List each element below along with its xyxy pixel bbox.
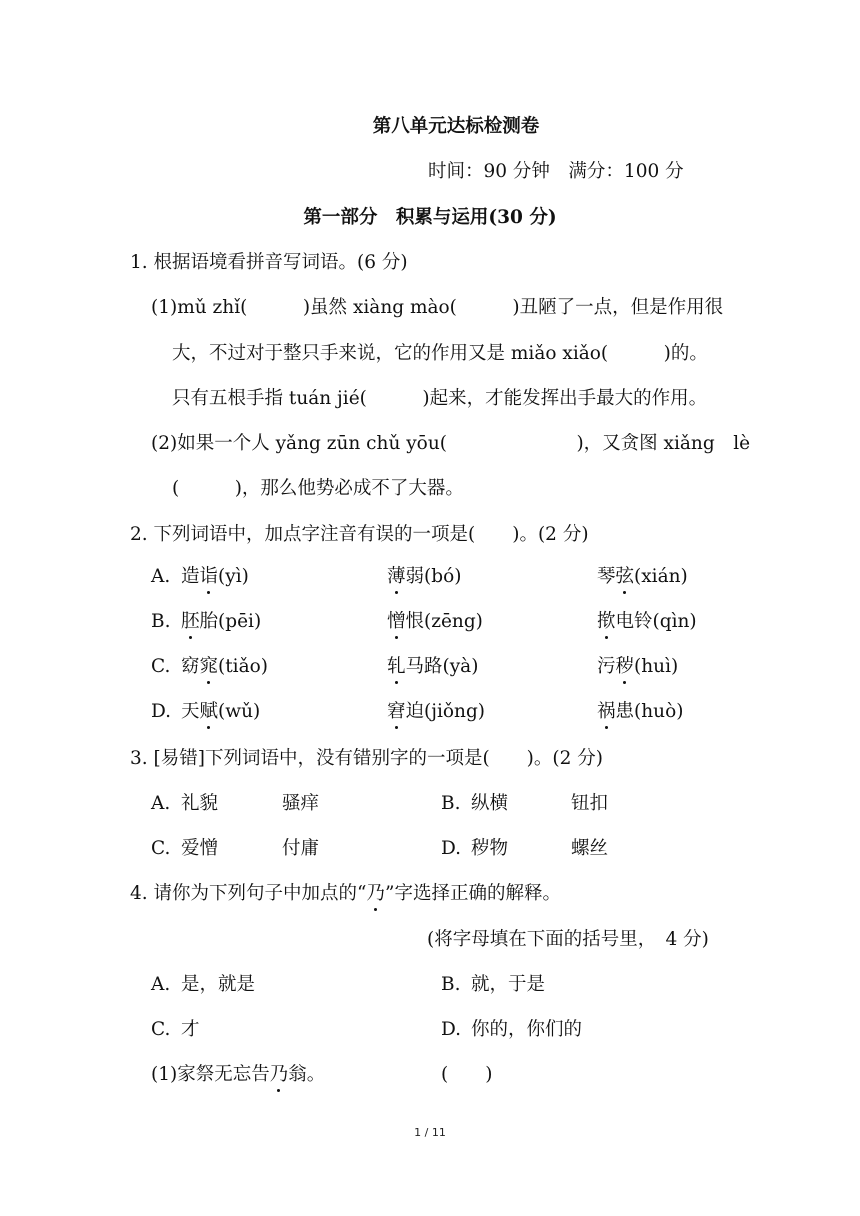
option-a-word-1: 造诣(yì)	[181, 564, 249, 590]
option-a-label: A.	[151, 974, 171, 995]
option-c-label: C.	[151, 1019, 171, 1040]
option-d-word-1: 秽物	[471, 838, 509, 859]
dotted-char: 薄	[387, 564, 406, 590]
option-b-word-3: 揿电铃(qìn)	[597, 609, 697, 635]
section-heading: 第一部分 积累与运用(30 分)	[303, 207, 557, 228]
question-4-sentence-1: (1)家祭无忘告乃翁。	[151, 1062, 325, 1088]
option-c-word-1: 爱憎	[181, 838, 219, 859]
option-b-label: B.	[151, 611, 171, 632]
dotted-char: 轧	[387, 654, 406, 680]
option-b-word-2: 钮扣	[571, 793, 609, 814]
option-a-word-3: 琴弦(xián)	[597, 564, 688, 590]
question-1-line-5: ( )，那么他势必成不了大器。	[172, 478, 464, 499]
option-a-word-2: 骚痒	[282, 793, 320, 814]
page-title: 第八单元达标检测卷	[372, 116, 540, 137]
dotted-char: 乃	[367, 881, 386, 907]
option-a-label: A.	[151, 793, 171, 814]
option-a-word-2: 薄弱(bó)	[387, 564, 461, 590]
option-d-text: 你的，你们的	[471, 1019, 583, 1040]
dotted-char: 诣	[200, 564, 219, 590]
option-c-label: C.	[151, 656, 171, 677]
option-b-label: B.	[441, 793, 461, 814]
option-d-label: D.	[151, 701, 172, 722]
dotted-char: 赋	[200, 699, 219, 725]
option-c-word-1: 窈窕(tiǎo)	[181, 654, 268, 680]
option-b-label: B.	[441, 974, 461, 995]
dotted-char: 憎	[387, 609, 406, 635]
option-c-word-2: 付庸	[282, 838, 320, 859]
option-a-label: A.	[151, 566, 171, 587]
question-4-stem: 4. 请你为下列句子中加点的“乃”字选择正确的解释。	[130, 881, 561, 907]
option-b-word-2: 憎恨(zēng)	[387, 609, 483, 635]
option-c-word-2: 轧马路(yà)	[387, 654, 478, 680]
dotted-char: 弦	[616, 564, 635, 590]
option-c-text: 才	[181, 1019, 200, 1040]
dotted-char: 胚	[181, 609, 200, 635]
option-c-word-3: 污秽(huì)	[597, 654, 678, 680]
option-d-label: D.	[441, 1019, 462, 1040]
question-1-line-4: (2)如果一个人 yǎng zūn chǔ yōu( )，又贪图 xiǎng lè	[151, 433, 751, 454]
option-a-text: 是，就是	[181, 974, 256, 995]
option-b-word-1: 胚胎(pēi)	[181, 609, 261, 635]
question-1-line-2: 大，不过对于整只手来说，它的作用又是 miǎo xiǎo( )的。	[172, 343, 708, 364]
answer-blank[interactable]: ( )	[441, 1064, 493, 1085]
question-2-stem: 2. 下列词语中，加点字注音有误的一项是( )。(2 分)	[130, 524, 589, 545]
option-d-word-2: 窘迫(jiǒng)	[387, 699, 485, 725]
dotted-char: 乃	[270, 1062, 289, 1088]
option-d-word-3: 祸患(huò)	[597, 699, 683, 725]
option-d-word-2: 螺丝	[571, 838, 609, 859]
option-b-word-1: 纵横	[471, 793, 509, 814]
question-1-line-1: (1)mǔ zhǐ( )虽然 xiàng mào( )丑陋了一点，但是作用很	[151, 297, 724, 318]
option-c-label: C.	[151, 838, 171, 859]
page-number: 1 / 11	[414, 1126, 446, 1139]
dotted-char: 揿	[597, 609, 616, 635]
option-d-label: D.	[441, 838, 462, 859]
dotted-char: 窕	[200, 654, 219, 680]
option-b-text: 就，于是	[471, 974, 546, 995]
dotted-char: 秽	[616, 654, 635, 680]
question-1-stem: 1. 根据语境看拼音写词语。(6 分)	[130, 252, 408, 273]
dotted-char: 窘	[387, 699, 406, 725]
option-a-word-1: 礼貌	[181, 793, 219, 814]
question-3-stem: 3. [易错]下列词语中，没有错别字的一项是( )。(2 分)	[130, 748, 603, 769]
exam-meta: 时间：90 分钟 满分：100 分	[428, 161, 684, 182]
option-d-word-1: 天赋(wǔ)	[181, 699, 260, 725]
dotted-char: 祸	[597, 699, 616, 725]
question-1-line-3: 只有五根手指 tuán jié( )起来，才能发挥出手最大的作用。	[172, 388, 708, 409]
question-4-note: (将字母填在下面的括号里， 4 分)	[427, 929, 709, 950]
